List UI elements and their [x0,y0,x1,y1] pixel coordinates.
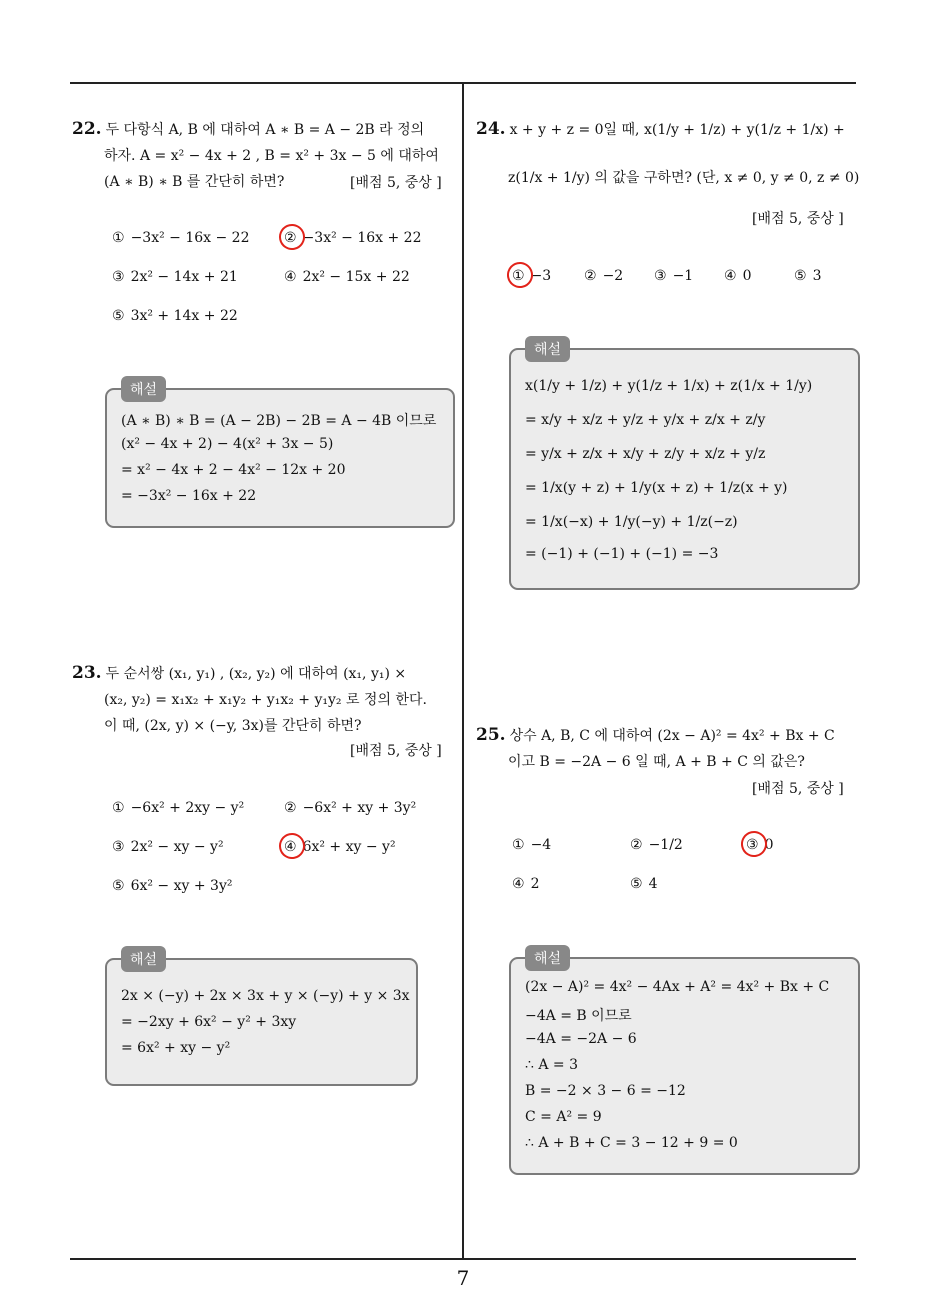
page-number: 7 [456,1266,470,1290]
choice-mark: ④ [512,876,525,892]
choice-2[interactable]: ② −2 [584,268,624,284]
question-25 [476,722,860,775]
choice-4[interactable]: ④ 2 [512,876,540,892]
choice-mark: ③ [654,268,667,284]
question-number: 24. [476,119,506,139]
solution-line: (x² − 4x + 2) − 4(x² + 3x − 5) [121,436,334,452]
solution-line: C = A² = 9 [525,1109,602,1125]
choice-mark: ④ [284,269,297,285]
choice-mark: ② [584,268,597,284]
question-text: 하자. A = x² − 4x + 2 , B = x² + 3x − 5 에 대하여 [104,148,439,164]
choice-3[interactable]: ③ 2x² − 14x + 21 [112,269,238,285]
question-text: (x₂, y₂) = x₁x₂ + x₁y₂ + y₁x₂ + y₁y₂ 로 정의 한다. [104,692,427,708]
solution-line: = 6x² + xy − y² [121,1040,231,1056]
solution-line: = −2xy + 6x² − y² + 3xy [121,1014,297,1030]
solution-line: ∴ A = 3 [525,1057,579,1073]
choice-5[interactable]: ⑤ 6x² − xy + 3y² [112,878,233,894]
solution-line: −4A = B 이므로 [525,1008,632,1024]
choice-mark: ⑤ [112,878,125,894]
solution-label: 해설 [121,376,166,402]
question-text: z(1/x + 1/y) 의 값을 구하면? (단, x ≠ 0, y ≠ 0, z ≠ 0) [508,170,860,186]
choice-mark: ② [630,837,643,853]
choice-3[interactable]: ③ −1 [654,268,694,284]
choice-4[interactable]: ④ 6x² + xy − y² [284,839,396,855]
choice-5[interactable]: ⑤ 3x² + 14x + 22 [112,308,238,324]
solution-line: = −3x² − 16x + 22 [121,488,257,504]
choice-mark-selected: ④ [284,839,297,855]
question-number: 22. [72,119,102,139]
choice-5[interactable]: ⑤ 3 [794,268,822,284]
solution-box-23 [105,952,418,1086]
score-label: [배점 5, 중상 ] [752,211,844,227]
solution-box-24 [509,342,860,590]
choice-mark: ⑤ [794,268,807,284]
choice-mark: ⑤ [630,876,643,892]
question-text: 이 때, (2x, y) × (−y, 3x)를 간단히 하면? [104,718,362,734]
solution-line: = x/y + x/z + y/z + y/x + z/x + z/y [525,412,766,428]
solution-line: 2x × (−y) + 2x × 3x + y × (−y) + y × 3x [121,988,410,1004]
choice-1[interactable]: ① −3 [512,268,552,284]
solution-line: = (−1) + (−1) + (−1) = −3 [525,546,719,562]
score-label: [배점 5, 중상 ] [350,743,442,759]
solution-label: 해설 [525,945,570,971]
question-text: 두 다항식 A, B 에 대하여 A ∗ B = A − 2B 라 정의 [105,122,425,138]
solution-line: (A ∗ B) ∗ B = (A − 2B) − 2B = A − 4B 이므로 [121,413,437,429]
question-text: x + y + z = 0일 때, x(1/y + 1/z) + y(1/z + 1/x) + [509,122,845,138]
choice-2[interactable]: ② −3x² − 16x + 22 [284,230,422,246]
choice-mark: ① [112,230,125,246]
solution-line: B = −2 × 3 − 6 = −12 [525,1083,686,1099]
choice-3[interactable]: ③ 2x² − xy − y² [112,839,224,855]
choice-mark: ① [512,837,525,853]
solution-box-25 [509,951,860,1175]
question-23 [72,660,456,739]
solution-label: 해설 [121,946,166,972]
solution-line: = y/x + z/x + x/y + z/y + x/z + y/z [525,446,766,462]
choice-mark-selected: ① [512,268,525,284]
solution-line: (2x − A)² = 4x² − 4Ax + A² = 4x² + Bx + C [525,979,830,995]
score-label: [배점 5, 중상 ] [350,175,442,191]
choice-4[interactable]: ④ 2x² − 15x + 22 [284,269,410,285]
question-text: 상수 A, B, C 에 대하여 (2x − A)² = 4x² + Bx + C [509,728,835,744]
column-divider [462,82,464,1260]
choice-mark: ⑤ [112,308,125,324]
choice-mark-selected: ② [284,230,297,246]
choice-5[interactable]: ⑤ 4 [630,876,658,892]
question-text: 두 순서쌍 (x₁, y₁) , (x₂, y₂) 에 대하여 (x₁, y₁) × [105,666,407,682]
solution-line: = 1/x(−x) + 1/y(−y) + 1/z(−z) [525,514,738,530]
solution-line: = 1/x(y + z) + 1/y(x + z) + 1/z(x + y) [525,480,788,496]
choice-mark: ③ [112,269,125,285]
question-text: (A ∗ B) ∗ B 를 간단히 하면? [104,174,285,190]
choice-1[interactable]: ① −6x² + 2xy − y² [112,800,245,816]
solution-line: ∴ A + B + C = 3 − 12 + 9 = 0 [525,1135,738,1151]
score-label: [배점 5, 중상 ] [752,781,844,797]
choice-4[interactable]: ④ 0 [724,268,752,284]
choice-3[interactable]: ③ 0 [746,837,774,853]
choice-mark: ① [112,800,125,816]
question-number: 23. [72,663,102,683]
solution-line: x(1/y + 1/z) + y(1/z + 1/x) + z(1/x + 1/y) [525,378,813,394]
choice-mark: ③ [112,839,125,855]
question-text: 이고 B = −2A − 6 일 때, A + B + C 의 값은? [508,754,805,770]
solution-line: −4A = −2A − 6 [525,1031,637,1047]
solution-box-22 [105,382,455,528]
solution-line: = x² − 4x + 2 − 4x² − 12x + 20 [121,462,346,478]
solution-label: 해설 [525,336,570,362]
choice-mark: ② [284,800,297,816]
choice-1[interactable]: ① −3x² − 16x − 22 [112,230,250,246]
choice-mark-selected: ③ [746,837,759,853]
question-number: 25. [476,725,506,745]
choice-mark: ④ [724,268,737,284]
choice-2[interactable]: ② −6x² + xy + 3y² [284,800,417,816]
choice-1[interactable]: ① −4 [512,837,552,853]
choice-2[interactable]: ② −1/2 [630,837,683,853]
question-24 [476,116,860,191]
bottom-rule [70,1258,856,1260]
